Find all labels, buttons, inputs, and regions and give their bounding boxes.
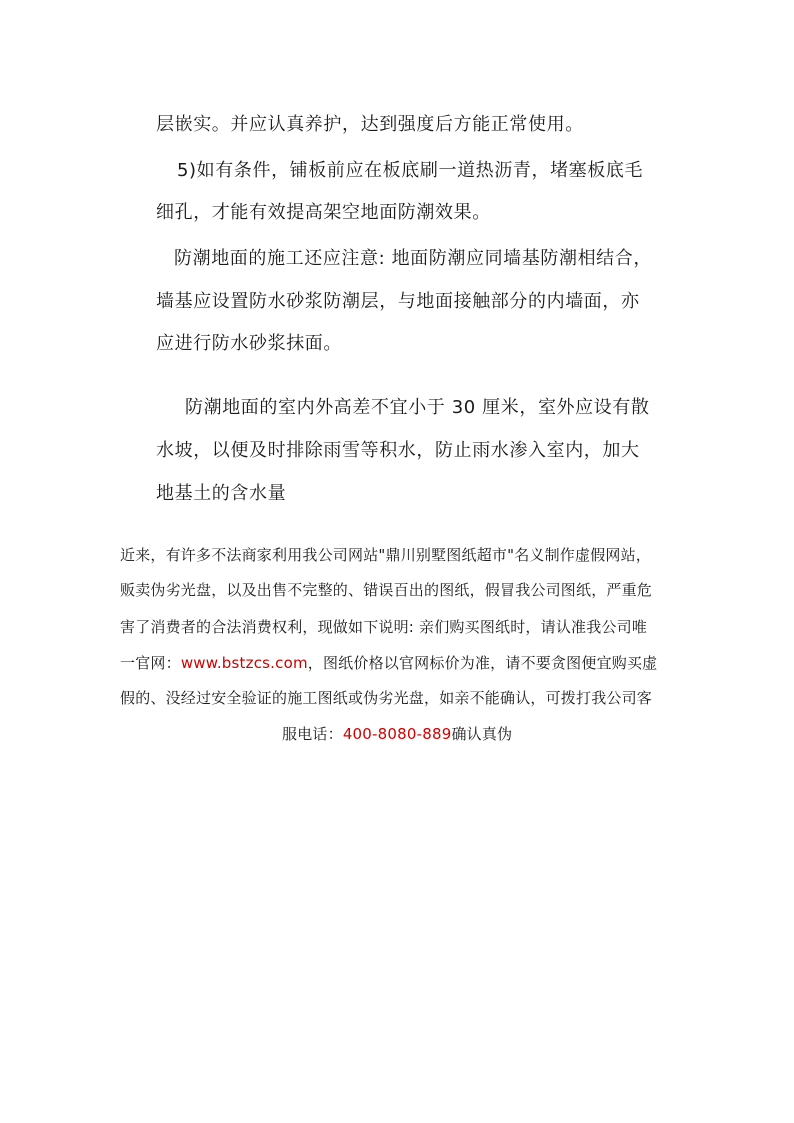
- notice-line-5: 假的、没经过安全验证的施工图纸或伪劣光盘，如亲不能确认，可拨打我公司客: [120, 689, 653, 707]
- body-line-8: 水坡，以便及时排除雨雪等积水，防止雨水渗入室内，加大: [156, 440, 640, 461]
- notice-line-4: [120, 648, 657, 678]
- body-line-3: 细孔，才能有效提高架空地面防潮效果。: [156, 202, 491, 223]
- body-line-7: 防潮地面的室内外高差不宜小于 30 厘米，室外应设有散: [185, 397, 650, 418]
- notice-line-1: 近来，有许多不法商家利用我公司网站"鼎川别墅图纸超市"名义制作虚假网站，: [120, 546, 652, 564]
- notice-line-4-prefix: 一官网：: [120, 654, 181, 672]
- body-line-2: 5)如有条件，铺板前应在板底刷一道热沥青，堵塞板底毛: [177, 160, 644, 181]
- notice-line-6-suffix: 确认真伪: [451, 725, 513, 743]
- notice-line-6-prefix: 服电话：: [282, 725, 343, 743]
- website-link[interactable]: www.bstzcs.com: [180, 654, 308, 672]
- body-line-9: 地基土的含水量: [156, 483, 287, 504]
- notice-line-4-suffix: ，图纸价格以官网标价为准，请不要贪图便宜购买虚: [307, 654, 658, 672]
- notice-line-6: [282, 719, 512, 749]
- notice-line-2: 贩卖伪劣光盘，以及出售不完整的、错误百出的图纸，假冒我公司图纸，严重危: [120, 581, 653, 599]
- phone-number[interactable]: 400-8080-889: [342, 725, 452, 743]
- body-line-5: 墙基应设置防水砂浆防潮层，与地面接触部分的内墙面，亦: [156, 291, 640, 312]
- body-line-1: 层嵌实。并应认真养护，达到强度后方能正常使用。: [156, 114, 584, 135]
- notice-line-3: 害了消费者的合法消费权利，现做如下说明: 亲们购买图纸时，请认准我公司唯: [120, 618, 648, 636]
- body-line-6: 应进行防水砂浆抹面。: [156, 333, 342, 354]
- body-line-4: 防潮地面的施工还应注意: 地面防潮应同墙基防潮相结合，: [174, 248, 652, 269]
